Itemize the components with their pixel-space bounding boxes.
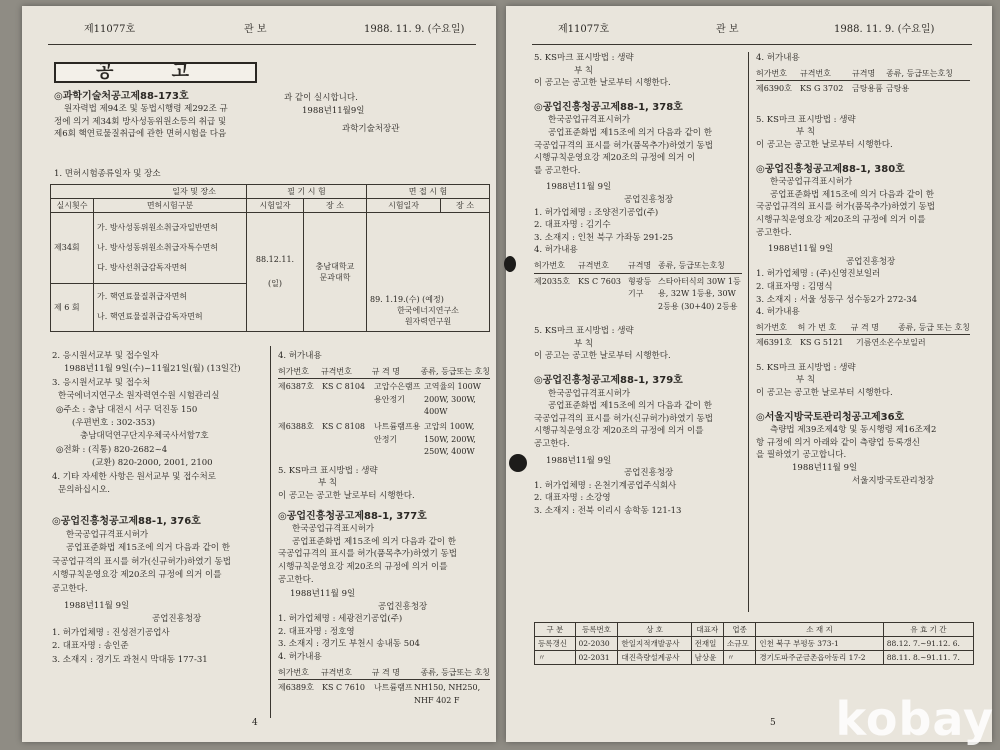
notice-173-left: 공 고 ◎과학기술처공고제88-173호 원자력법 제94조 및 동법시행령 제292조 규 정에 의거 제34회 방사성동위원소등의 취급 및 제6회 핵연료물질취급에 관한 면허시험을 다음	[54, 62, 294, 141]
notice-173-signer: 과학기술처장관	[342, 124, 400, 135]
gazette-title: 관 보	[244, 24, 267, 35]
table-row: 제6389호 KS C 7610 나트륨램프 NH150, NH250, NHF 402 F	[278, 683, 481, 705]
binding-hole	[504, 256, 516, 272]
column-divider	[270, 346, 271, 718]
table-row: 제6390호 KS G 3702 금탕용품 금탕용	[756, 84, 910, 94]
notice-378-title: ◎공업진흥청공고제88-1, 378호	[534, 101, 683, 113]
header-rule	[48, 44, 476, 45]
table-row: 제 6 회 가. 핵연료물질취급자면허 나. 핵연료물질취급감독자면허	[51, 283, 490, 331]
registration-table: 구 분 등록번호 상 호 대표자 업종 소 재 지 유 효 기 간 등록갱신 02-2030 한일지적개발공사 전재일 소규모 인천 북구 부평동 373-1 88.12. 7.~91.12. 6. 〃 02-2031 대진측량설계공사 남상윤 〃 경기도파주군금촌읍아동리 17-2 88.11. 8.~91.11. 7.	[534, 622, 974, 665]
left-header	[22, 20, 496, 40]
notice-376-title: ◎공업진흥청공고제88-1, 376호	[52, 516, 201, 528]
notice-377-title: ◎공업진흥청공고제88-1, 377호	[278, 510, 427, 522]
right-col-1: 5. KS마크 표시방법 : 생략 부 칙 이 공고는 공고한 날로부터 시행한다. ◎공업진흥청공고제88-1, 378호 한국공업규격표시허가 공업표준화법 제15조에 의거 다음과 같이 한 국공업규격의 표시를 허가(품목추가)하였기 동법 시행규칙운영요강 제20조의 규정에 의거 이 를 공고한다. 1988년11월 9일 공업진흥청장 1. 허가업체명 : 조양전기공업(주) 2. 대표자명 : 김기수 3. 소재지 : 인천 북구 가좌동 291-25 4. 허가내용 허가번호 규격번호 규격명 종류, 등급또는호칭 제2035호 KS C 7603 형광등기구 스타아터식의 30W 1등용, 32W 1등용, 30W 2등용 (30+40) 2등용 5. KS마크 표시방법 : 생략 부 칙 이 공고는 공고한 날로부터 시행한다. ◎공업진흥청공고제88-1, 379호 한국공업규격표시허가 공업표준화법 제15조에 의거 다음과 같이 한 국공업규격의 표시를 허가(신규허가)하였기 동법 시행규칙운영요강 제20조의 규정에 의거 이를 공고한다. 1988년11월 9일 공업진흥청장 1. 허가업체명 : 온천기계공업주식회사 2. 대표자명 : 소강영 3. 소재지 : 전북 이리시 송학동 121-13	[534, 53, 741, 516]
table-row: 제6391호 KS G 5121 기름연소온수보일러	[756, 338, 926, 348]
application-info: 2. 응시원서교부 및 접수일자 1988년11월 9일(수)~11월21일(월) (13일간) 3. 응시원서교부 및 접수처 한국에너지연구소 원자력연수원 시험관리실 ◎주소 : 충남 대전시 서구 덕진동 150 (우편번호 : 302-353) 충남대덕연구단지우체국사서함7호 ◎전화 : (직통) 820-2682~4 (교환) 820-2000, 2001, 2100 4. 기타 자세한 사항은 원서교부 및 접수처로 문의하십시오. ◎공업진흥청공고제88-1, 376호 한국공업규격표시허가 공업표준화법 제15조에 의거 다음과 같이 한 국공업규격의 표시를 허가(신규허가)하였기 동법 시행규칙운영요강 제20조의 규정에 의거 이를 공고한다. 1988년11월 9일 공업진흥청장 1. 허가업체명 : 진성전기공업사 2. 대표자명 : 송인준 3. 소재지 : 경기도 과천시 막대동 177-31	[52, 350, 264, 667]
table-row: 〃 02-2031 대진측량설계공사 남상윤 〃 경기도파주군금촌읍아동리 17-2 88.11. 8.~91.11. 7.	[535, 651, 974, 665]
page-number: 5	[770, 718, 776, 728]
table-row: 제2035호 KS C 7603 형광등기구 스타아터식의 30W 1등용, 32W 1등용, 30W 2등용 (30+40) 2등용	[534, 276, 741, 311]
issue-date: 1988. 11. 9. (수요일)	[834, 24, 935, 35]
table-row: 제6388호 KS C 8108 나트륨램프용안정기 고압의 100W, 150W, 200W, 250W, 400W	[278, 421, 476, 457]
table-row: 등록갱신 02-2030 한일지적개발공사 전재일 소규모 인천 북구 부평동 373-1 88.12. 7.~91.12. 6.	[535, 637, 974, 651]
table-row: 제6387호 KS C 8104 고압수은램프용안정기 고역율의 100W 200W, 300W, 400W	[278, 382, 481, 417]
notice-173-title: ◎과학기술처공고제88-173호	[54, 90, 189, 102]
notice-379-title: ◎공업진흥청공고제88-1, 379호	[534, 375, 683, 387]
issue-date: 1988. 11. 9. (수요일)	[364, 24, 465, 35]
notice-380-title: ◎공업진흥청공고제88-1, 380호	[756, 163, 905, 175]
header-rule	[532, 44, 972, 45]
gazette-title: 관 보	[716, 24, 739, 35]
notice-36-title: ◎서울지방국토관리청공고제36호	[756, 411, 905, 423]
binding-hole	[509, 454, 527, 472]
permit-info-col: 4. 허가내용 허가번호 규격번호 규 격 명 종류, 등급또는 호칭 제6387호 KS C 8104 고압수은램프용안정기 고역율의 100W 200W, 300W, 400W 제6388호 KS C 8108 나트륨램프용안정기 고압의 100W, 150W, 200W, 250W, 400W 5. KS마크 표시방법 : 생략 부 칙 이 공고는 공고한 날로부터 시행한다. ◎공업진흥청공고제88-1, 377호 한국공업규격표시허가 공업표준화법 제15조에 의거 다음과 같이 한 국공업규격의 표시를 허가(품목추가)하였기 동법 시행규칙운영요강 제20조의 규정에 의거 이를 공고한다. 1988년11월 9일 공업진흥청장 1. 허가업체명 : 세광전기공업(주) 2. 대표자명 : 정호영 3. 소재지 : 경기도 부천시 송내동 504 4. 허가내용 허가번호 규격번호 규 격 명 종류, 등급또는 호칭 제6389호 KS C 7610 나트륨램프 NH150, NH250, NHF 402 F	[278, 350, 490, 707]
right-header	[506, 20, 992, 40]
table-row: 제34회 가. 방사성동위원소취급자일반면허 나. 방사성동위원소취급자특수면허 다. 방사선취급감독자면허 88.12.11. (일) 충남대학교 문과대학 89. 1.19.(수) (예정) 한국에너지연구소 원자력연구원	[51, 213, 490, 284]
left-page	[22, 6, 496, 742]
issue-number: 제11077호	[84, 24, 136, 35]
page-number: 4	[252, 718, 258, 728]
table-caption: 1. 면허시험종류일자 및 장소	[54, 169, 161, 179]
notice-173-right: 과 같이 실시합니다. 1988년11월9일 과학기술처장관	[284, 92, 484, 136]
issue-number: 제11077호	[558, 24, 610, 35]
permit-table-header: 허가번호 규격번호 규 격 명 종류, 등급또는 호칭	[278, 366, 490, 380]
right-col-2: 4. 허가내용 허가번호 규격번호 규격명 종류, 등급또는호칭 제6390호 KS G 3702 금탕용품 금탕용 5. KS마크 표시방법 : 생략 부 칙 이 공고는 공고한 날로부터 시행한다. ◎공업진흥청공고제88-1, 380호 한국공업규격표시허가 공업표준화법 제15조에 의거 다음과 같이 한 국공업규격의 표시를 허가(품목추가)하였기 동법 시행규칙운영요강 제20조의 규정에 의거 이를 공고한다. 1988년11월 9일 공업진흥청장 1. 허가업체명 : (주)신영진보일러 2. 대표자명 : 김명식 3. 소재지 : 서울 성동구 성수동2가 272-34 4. 허가내용 허가번호 허 가 번 호 규 격 명 종류, 등급 또는 호칭 제6391호 KS G 5121 기름연소온수보일러 5. KS마크 표시방법 : 생략 부 칙 이 공고는 공고한 날로부터 시행한다. ◎서울지방국토관리청공고제36호 측량법 제39조제4항 및 동시행령 제16조제2 항 규정에 의거 아래와 같이 측량업 등록갱신 을 필하였기 공고합니다. 1988년11월 9일 서울지방국토관리청장	[756, 53, 970, 486]
watermark-logo: kobay	[835, 692, 994, 746]
notice-banner: 공 고	[54, 62, 257, 83]
right-page	[506, 6, 992, 742]
column-divider	[748, 52, 749, 612]
exam-schedule-table: 일자 및 장소 필 기 시 험 면 접 시 험 실시횟수 면허시험구분 시험일자 장 소 시험일자 장 소 제34회 가. 방사성동위원소취급자일반면허 나. 방사성동위원소취급자특수면허 다. 방사선취급감독자면허 88.12.11. (일) 충남대학교 문과대학 89. 1.19.(수) (예정) 한국에너지연구소 원자력연구원 제 6 회 가. 핵연료물질취급자면허 나. 핵연료물질취급감독자면허	[50, 184, 490, 332]
